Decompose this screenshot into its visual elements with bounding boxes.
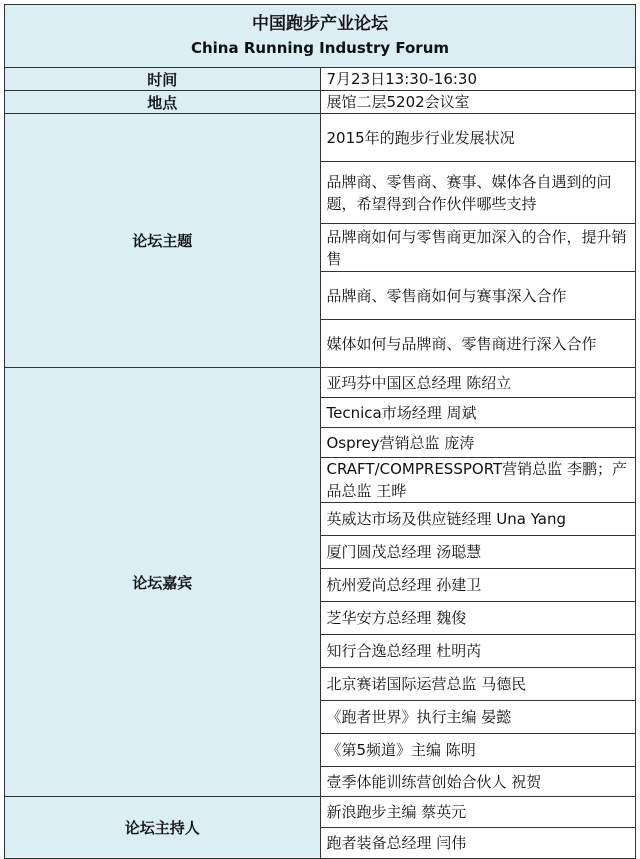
guest-item: 壹季体能训练营创始合伙人 祝贺 [320,767,636,797]
time-label: 时间 [5,68,321,91]
time-value: 7月23日13:30-16:30 [320,68,636,91]
hosts-label: 论坛主持人 [5,797,321,859]
guest-item: 杭州爱尚总经理 孙建卫 [320,569,636,602]
table-header [5,5,636,68]
guest-item: 厦门圆茂总经理 汤聪慧 [320,536,636,569]
title-chinese: 中国跑步产业论坛 [252,14,388,34]
guest-item: CRAFT/COMPRESSPORT营销总监 李鹏；产品总监 王晔 [320,458,636,503]
guest-item: 芝华安方总经理 魏俊 [320,602,636,635]
host-item: 跑者装备总经理 闫伟 [320,828,636,859]
guest-item: 北京赛诺国际运营总监 马德民 [320,668,636,701]
title-english: China Running Industry Forum [190,39,450,57]
location-value: 展馆二层5202会议室 [320,91,636,114]
location-label: 地点 [5,91,321,114]
forum-schedule-table [4,4,636,854]
theme-item: 2015年的跑步行业发展状况 [320,114,636,162]
guest-item: Tecnica市场经理 周斌 [320,398,636,428]
themes-label: 论坛主题 [5,114,321,368]
guest-item: Osprey营销总监 庞涛 [320,428,636,458]
guests-label: 论坛嘉宾 [5,368,321,797]
theme-item: 品牌商、零售商、赛事、媒体各自遇到的问题，希望得到合作伙伴哪些支持 [320,162,636,224]
guest-item: 知行合逸总经理 杜明芮 [320,635,636,668]
guest-item: 亚玛芬中国区总经理 陈绍立 [320,368,636,398]
theme-item: 媒体如何与品牌商、零售商进行深入合作 [320,320,636,368]
guest-item: 《跑者世界》执行主编 晏懿 [320,701,636,734]
host-item: 新浪跑步主编 蔡英元 [320,797,636,828]
theme-item: 品牌商、零售商如何与赛事深入合作 [320,272,636,320]
guest-item: 英威达市场及供应链经理 Una Yang [320,503,636,536]
theme-item: 品牌商如何与零售商更加深入的合作，提升销售 [320,224,636,272]
guest-item: 《第5频道》主编 陈明 [320,734,636,767]
